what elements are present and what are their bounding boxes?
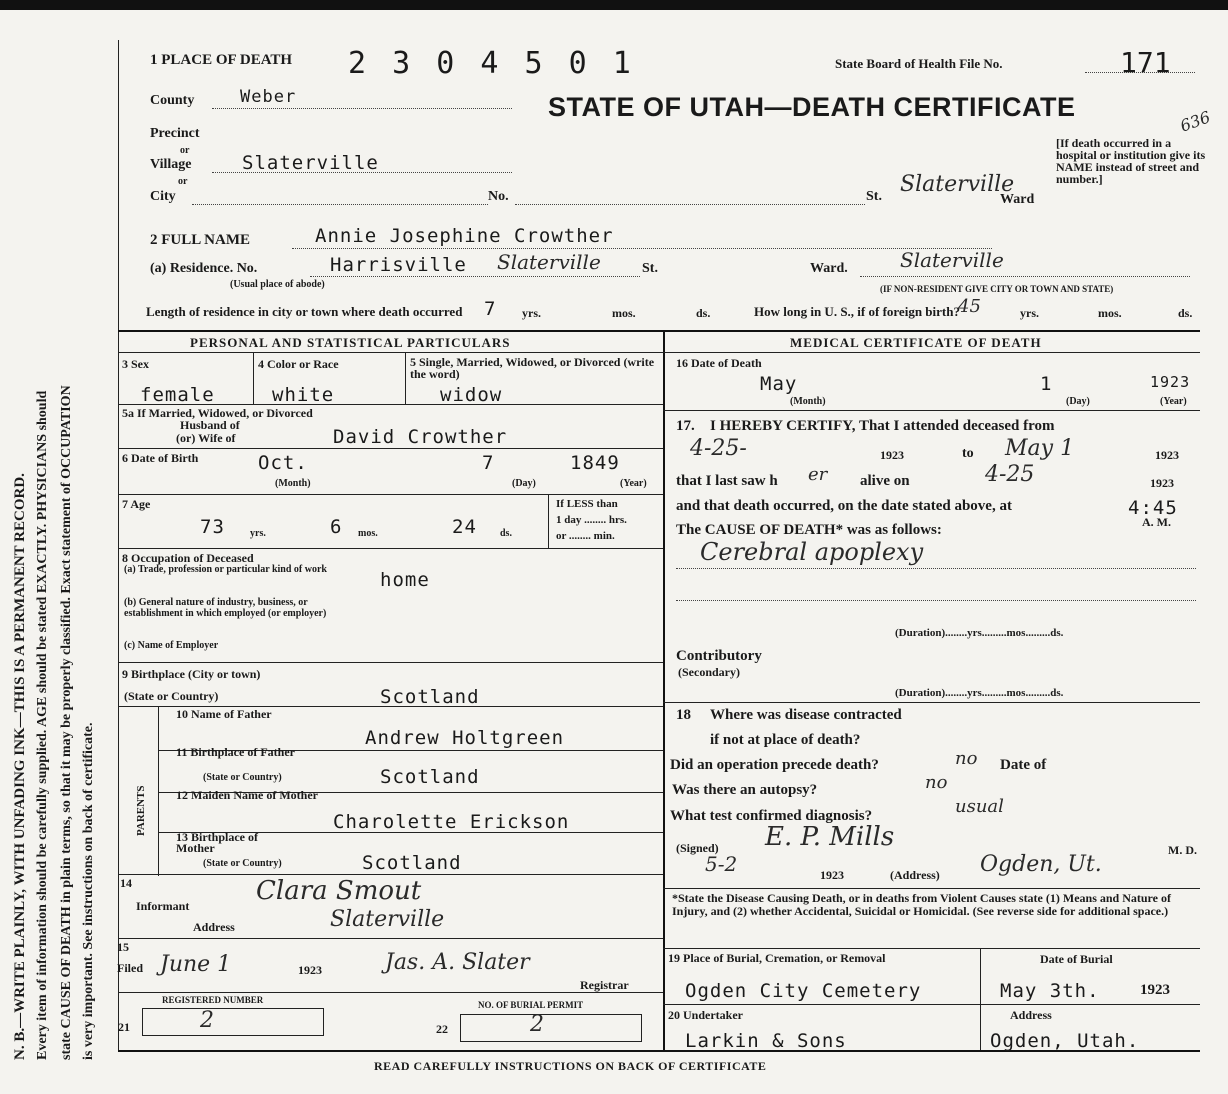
us-years: 45 (958, 296, 981, 317)
burial-permit-value: 2 (530, 1012, 544, 1037)
undertaker-value: Larkin & Sons (685, 1030, 847, 1052)
father-birthplace-value: Scotland (380, 766, 480, 788)
certificate-number: 2 3 0 4 5 0 1 (348, 46, 635, 81)
cause-line-1 (676, 568, 1196, 569)
length-yrs-unit: yrs. (522, 306, 541, 320)
death-time: 4:45 (1128, 497, 1178, 519)
residence-ward-line (860, 276, 1190, 277)
color-label: 4 Color or Race (258, 357, 339, 371)
footnote: *State the Disease Causing Death, or in deaths from Violent Causes state (1) Means and Nature of Injury, and (2) whether Accidental, Suicidal or Homicidal. (See reverse side for additional space.) (672, 891, 1171, 918)
personal-header-rule (118, 352, 663, 353)
city-label: City (150, 189, 176, 204)
burial-permit-label: NO. OF BURIAL PERMIT (478, 1000, 584, 1010)
residence-label: (a) Residence. No. (150, 261, 258, 276)
informant-number: 14 (120, 876, 132, 890)
less-than-3: or ........ min. (556, 530, 615, 542)
parents-divider (158, 706, 159, 876)
ward-label: Ward (1000, 192, 1035, 207)
residence-handwritten: Slaterville (497, 250, 601, 274)
residence-line (310, 276, 640, 277)
last-saw-year: 1923 (1150, 476, 1174, 490)
father-birthplace-sc: (State or Country) (203, 772, 282, 783)
father-birthplace-label: 11 Birthplace of Father (176, 745, 295, 759)
mother-value: Charolette Erickson (333, 811, 570, 833)
sex-value: female (140, 384, 215, 406)
certify-number: 17. (676, 418, 695, 434)
full-name-line (292, 248, 992, 249)
us-mos-unit: mos. (1098, 306, 1122, 320)
filed-label: Filed (117, 961, 143, 975)
us-ds-unit: ds. (1178, 306, 1193, 320)
file-no-label: State Board of Health File No. (835, 56, 1003, 71)
burial-date-value: May 3th. (1000, 980, 1100, 1002)
registrar-handwritten: Jas. A. Slater (385, 950, 530, 975)
dod-month-caption: (Month) (790, 396, 826, 407)
burial-date-label: Date of Burial (1040, 952, 1113, 966)
disease-label-2: if not at place of death? (710, 732, 861, 748)
father-label: 10 Name of Father (176, 707, 272, 721)
operation-label: Did an operation precede death? (670, 757, 879, 773)
registrar-label: Registrar (580, 978, 629, 992)
reg-number-value: 2 (200, 1008, 214, 1033)
row-rule-2 (118, 448, 663, 449)
birthplace-value: Scotland (380, 686, 480, 708)
reg-number-label: REGISTERED NUMBER (162, 995, 264, 1005)
undertaker-address-value: Ogden, Utah. (990, 1030, 1140, 1052)
burial-year: 1923 (1140, 982, 1170, 998)
personal-header: PERSONAL AND STATISTICAL PARTICULARS (190, 335, 511, 350)
or-1: or (180, 145, 190, 156)
occupation-label: 8 Occupation of Deceased (122, 551, 254, 565)
informant-label: Informant (136, 899, 190, 913)
dob-year: 1849 (570, 452, 620, 474)
date-of-label: Date of (1000, 757, 1047, 773)
side-line-1: N. B.—WRITE PLAINLY, WITH UNFADING INK—THIS IS A PERMANENT RECORD. (12, 473, 28, 1060)
age-months: 6 (330, 516, 343, 538)
dob-day: 7 (482, 452, 495, 474)
st-label: St. (866, 189, 882, 204)
mother-birthplace-sc: (State or Country) (203, 858, 282, 869)
informant-address-label: Address (193, 920, 235, 934)
occupation-value: home (380, 569, 430, 591)
length-of-residence-label: Length of residence in city or town where death occurred (146, 304, 463, 319)
or-2: or (178, 176, 188, 187)
village-value: Slaterville (242, 152, 379, 174)
age-mos-unit: mos. (358, 528, 378, 539)
med-rule-4 (663, 948, 1200, 949)
to-label: to (962, 446, 974, 461)
side-line-2: Every item of information should be carefully supplied. AGE should be stated EXACTLY. PHYSICIANS should (35, 390, 50, 1060)
age-label: 7 Age (122, 497, 151, 511)
row-rule-3 (118, 494, 663, 495)
burial-divider (980, 948, 981, 1050)
spouse-label-1: 5a If Married, Widowed, or Divorced (122, 406, 313, 420)
burial-permit-box (460, 1014, 642, 1042)
dod-day: 1 (1040, 373, 1053, 395)
md-label: M. D. (1168, 843, 1197, 857)
spouse-value: David Crowther (333, 426, 508, 448)
duration-1: (Duration)........yrs.........mos.........ds. (895, 627, 1064, 639)
county-line (212, 108, 512, 109)
death-occurred-text: and that death occurred, on the date stated above, at (676, 498, 1012, 514)
parents-label-text: PARENTS (135, 785, 147, 836)
hospital-note: [If death occurred in a hospital or institution give its NAME instead of street and number.] (1056, 136, 1206, 186)
marital-label: 5 Single, Married, Widowed, or Divorced (write the word) (410, 355, 655, 381)
full-name-value: Annie Josephine Crowther (315, 225, 614, 247)
occupation-a-label: (a) Trade, profession or particular kind of work (124, 564, 327, 575)
length-years: 7 (484, 298, 497, 320)
last-saw-date: 4-25 (985, 462, 1035, 487)
dob-day-caption: (Day) (512, 478, 536, 489)
medical-header-rule (663, 352, 1200, 353)
age-years: 73 (200, 516, 225, 538)
full-name-label: 2 FULL NAME (150, 232, 251, 248)
row-rule-8 (118, 938, 663, 939)
place-of-death-label: 1 PLACE OF DEATH (150, 52, 293, 68)
us-residence-label: How long in U. S., if of foreign birth? (754, 304, 960, 319)
mother-label: 12 Maiden Name of Mother (176, 788, 318, 802)
sex-divider (253, 352, 254, 404)
file-no: 171 (1120, 46, 1171, 79)
side-instructions (0, 0, 120, 1094)
village-label: Village (150, 157, 192, 172)
precinct-label: Precinct (150, 126, 200, 141)
med-rule-5 (663, 1004, 1200, 1005)
usual-abode-label: (Usual place of abode) (230, 279, 325, 290)
row-rule-7 (118, 874, 663, 875)
county-label: County (150, 93, 195, 108)
filed-year: 1923 (298, 963, 322, 977)
address-label: (Address) (890, 868, 940, 882)
occupation-c-label: (c) Name of Employer (124, 640, 219, 651)
informant-address-handwritten: Slaterville (330, 907, 445, 932)
marital-value: widow (440, 384, 503, 406)
signed-label: (Signed) (676, 841, 719, 855)
spouse-label-2: Husband of (180, 418, 240, 432)
mother-birthplace-value: Scotland (362, 852, 462, 874)
dod-day-caption: (Day) (1066, 396, 1090, 407)
street-line (515, 204, 865, 205)
top-scan-edge (0, 0, 1228, 10)
cause-label: The CAUSE OF DEATH* was as follows: (676, 522, 942, 538)
disease-number: 18 (676, 707, 691, 723)
non-resident-note: (IF NON-RESIDENT GIVE CITY OR TOWN AND STATE) (880, 284, 1114, 294)
undertaker-address-label: Address (1010, 1008, 1052, 1022)
birthplace-label: 9 Birthplace (City or town) (122, 667, 261, 681)
autopsy-value: no (925, 772, 948, 793)
burial-place-value: Ogden City Cemetery (685, 980, 922, 1002)
dod-label: 16 Date of Death (676, 356, 762, 370)
sex-label: 3 Sex (122, 357, 149, 371)
sign-year: 1923 (820, 868, 844, 882)
last-saw-handwritten: er (808, 464, 828, 485)
operation-value: no (955, 748, 978, 769)
residence-ward-label: Ward. (810, 261, 848, 276)
form-title: STATE OF UTAH—DEATH CERTIFICATE (548, 92, 1076, 122)
contributory-label: Contributory (676, 648, 762, 664)
disease-label: Where was disease contracted (710, 707, 902, 723)
occupation-b-label: (b) General nature of industry, business, or establishment in which employed (or employer) (124, 597, 327, 619)
less-than-2: 1 day ........ hrs. (556, 514, 627, 526)
row-rule-4 (118, 548, 663, 549)
color-divider (405, 352, 406, 404)
medical-header: MEDICAL CERTIFICATE OF DEATH (790, 335, 1042, 350)
birthplace-state-label: (State or Country) (124, 689, 219, 703)
age-ds-unit: ds. (500, 528, 512, 539)
dod-month: May (760, 373, 798, 395)
side-line-4: is very important. See instructions on back of certificate. (81, 722, 96, 1060)
med-rule-3 (663, 888, 1200, 889)
attended-from-year: 1923 (880, 448, 904, 462)
mother-birthplace-label: 13 Birthplace of Mother (176, 830, 258, 855)
address-handwritten: Ogden, Ut. (980, 852, 1102, 877)
sign-date: 5-2 (705, 852, 738, 876)
attended-to-year: 1923 (1155, 448, 1179, 462)
age-divider (548, 494, 549, 548)
test-label: What test confirmed diagnosis? (670, 808, 873, 824)
length-ds-unit: ds. (696, 306, 711, 320)
dod-year: 1923 (1150, 373, 1191, 391)
dob-month: Oct. (258, 452, 308, 474)
burial-permit-prefix: 22 (436, 1022, 448, 1036)
test-value: usual (955, 796, 1004, 817)
residence-ward-handwritten: Slaterville (900, 248, 1004, 272)
section-divider (118, 330, 1200, 332)
residence-st-label: St. (642, 261, 658, 276)
alive-on-label: alive on (860, 473, 910, 489)
dod-year-caption: (Year) (1160, 396, 1187, 407)
dob-month-caption: (Month) (275, 478, 311, 489)
length-mos-unit: mos. (612, 306, 636, 320)
filed-number: 15 (117, 940, 129, 954)
age-yrs-unit: yrs. (250, 528, 266, 539)
med-rule-2 (663, 702, 1200, 703)
last-saw-text: that I last saw h (676, 473, 778, 489)
cause-value: Cerebral apoplexy (700, 538, 924, 566)
city-line (192, 204, 488, 205)
dob-label: 6 Date of Birth (122, 451, 199, 465)
cause-line-2 (676, 600, 1196, 601)
left-border (118, 40, 119, 1050)
color-value: white (272, 384, 335, 406)
less-than-1: If LESS than (556, 498, 618, 510)
attended-from: 4-25- (690, 436, 747, 461)
age-days: 24 (452, 516, 477, 538)
reg-number-box (142, 1008, 324, 1036)
parents-label (128, 706, 154, 874)
row-rule-5 (118, 662, 663, 663)
burial-place-label: 19 Place of Burial, Cremation, or Removal (668, 951, 886, 965)
duration-2: (Duration)........yrs.........mos.........ds. (895, 687, 1064, 699)
informant-handwritten: Clara Smout (256, 876, 422, 906)
autopsy-label: Was there an autopsy? (672, 782, 818, 798)
spouse-label-3: (or) Wife of (176, 431, 236, 445)
bottom-instructions: READ CAREFULLY INSTRUCTIONS ON BACK OF CERTIFICATE (374, 1059, 767, 1073)
residence-typed: Harrisville (330, 254, 467, 276)
row-rule-1 (118, 404, 663, 405)
am-label: A. M. (1142, 515, 1171, 529)
secondary-label: (Secondary) (678, 665, 740, 679)
filed-handwritten: June 1 (160, 952, 232, 977)
us-yrs-unit: yrs. (1020, 306, 1039, 320)
side-line-3: state CAUSE OF DEATH in plain terms, so that it may be properly classified. Exact statement of OCCUPATION (59, 385, 74, 1060)
row-rule-9 (118, 992, 663, 993)
no-label: No. (488, 189, 509, 204)
attended-to: May 1 (1005, 436, 1075, 461)
column-divider (663, 330, 665, 1050)
undertaker-label: 20 Undertaker (668, 1008, 743, 1022)
dob-year-caption: (Year) (620, 478, 647, 489)
med-rule-1 (663, 410, 1200, 411)
st-handwritten: Slaterville (900, 172, 1015, 197)
certify-text: I HEREBY CERTIFY, That I attended deceased from (710, 418, 1055, 434)
signed-handwritten: E. P. Mills (765, 822, 895, 852)
reg-number-prefix: 21 (118, 1020, 130, 1034)
father-value: Andrew Holtgreen (365, 727, 565, 749)
corner-number: 636 (1177, 107, 1213, 136)
county-value: Weber (240, 87, 297, 107)
